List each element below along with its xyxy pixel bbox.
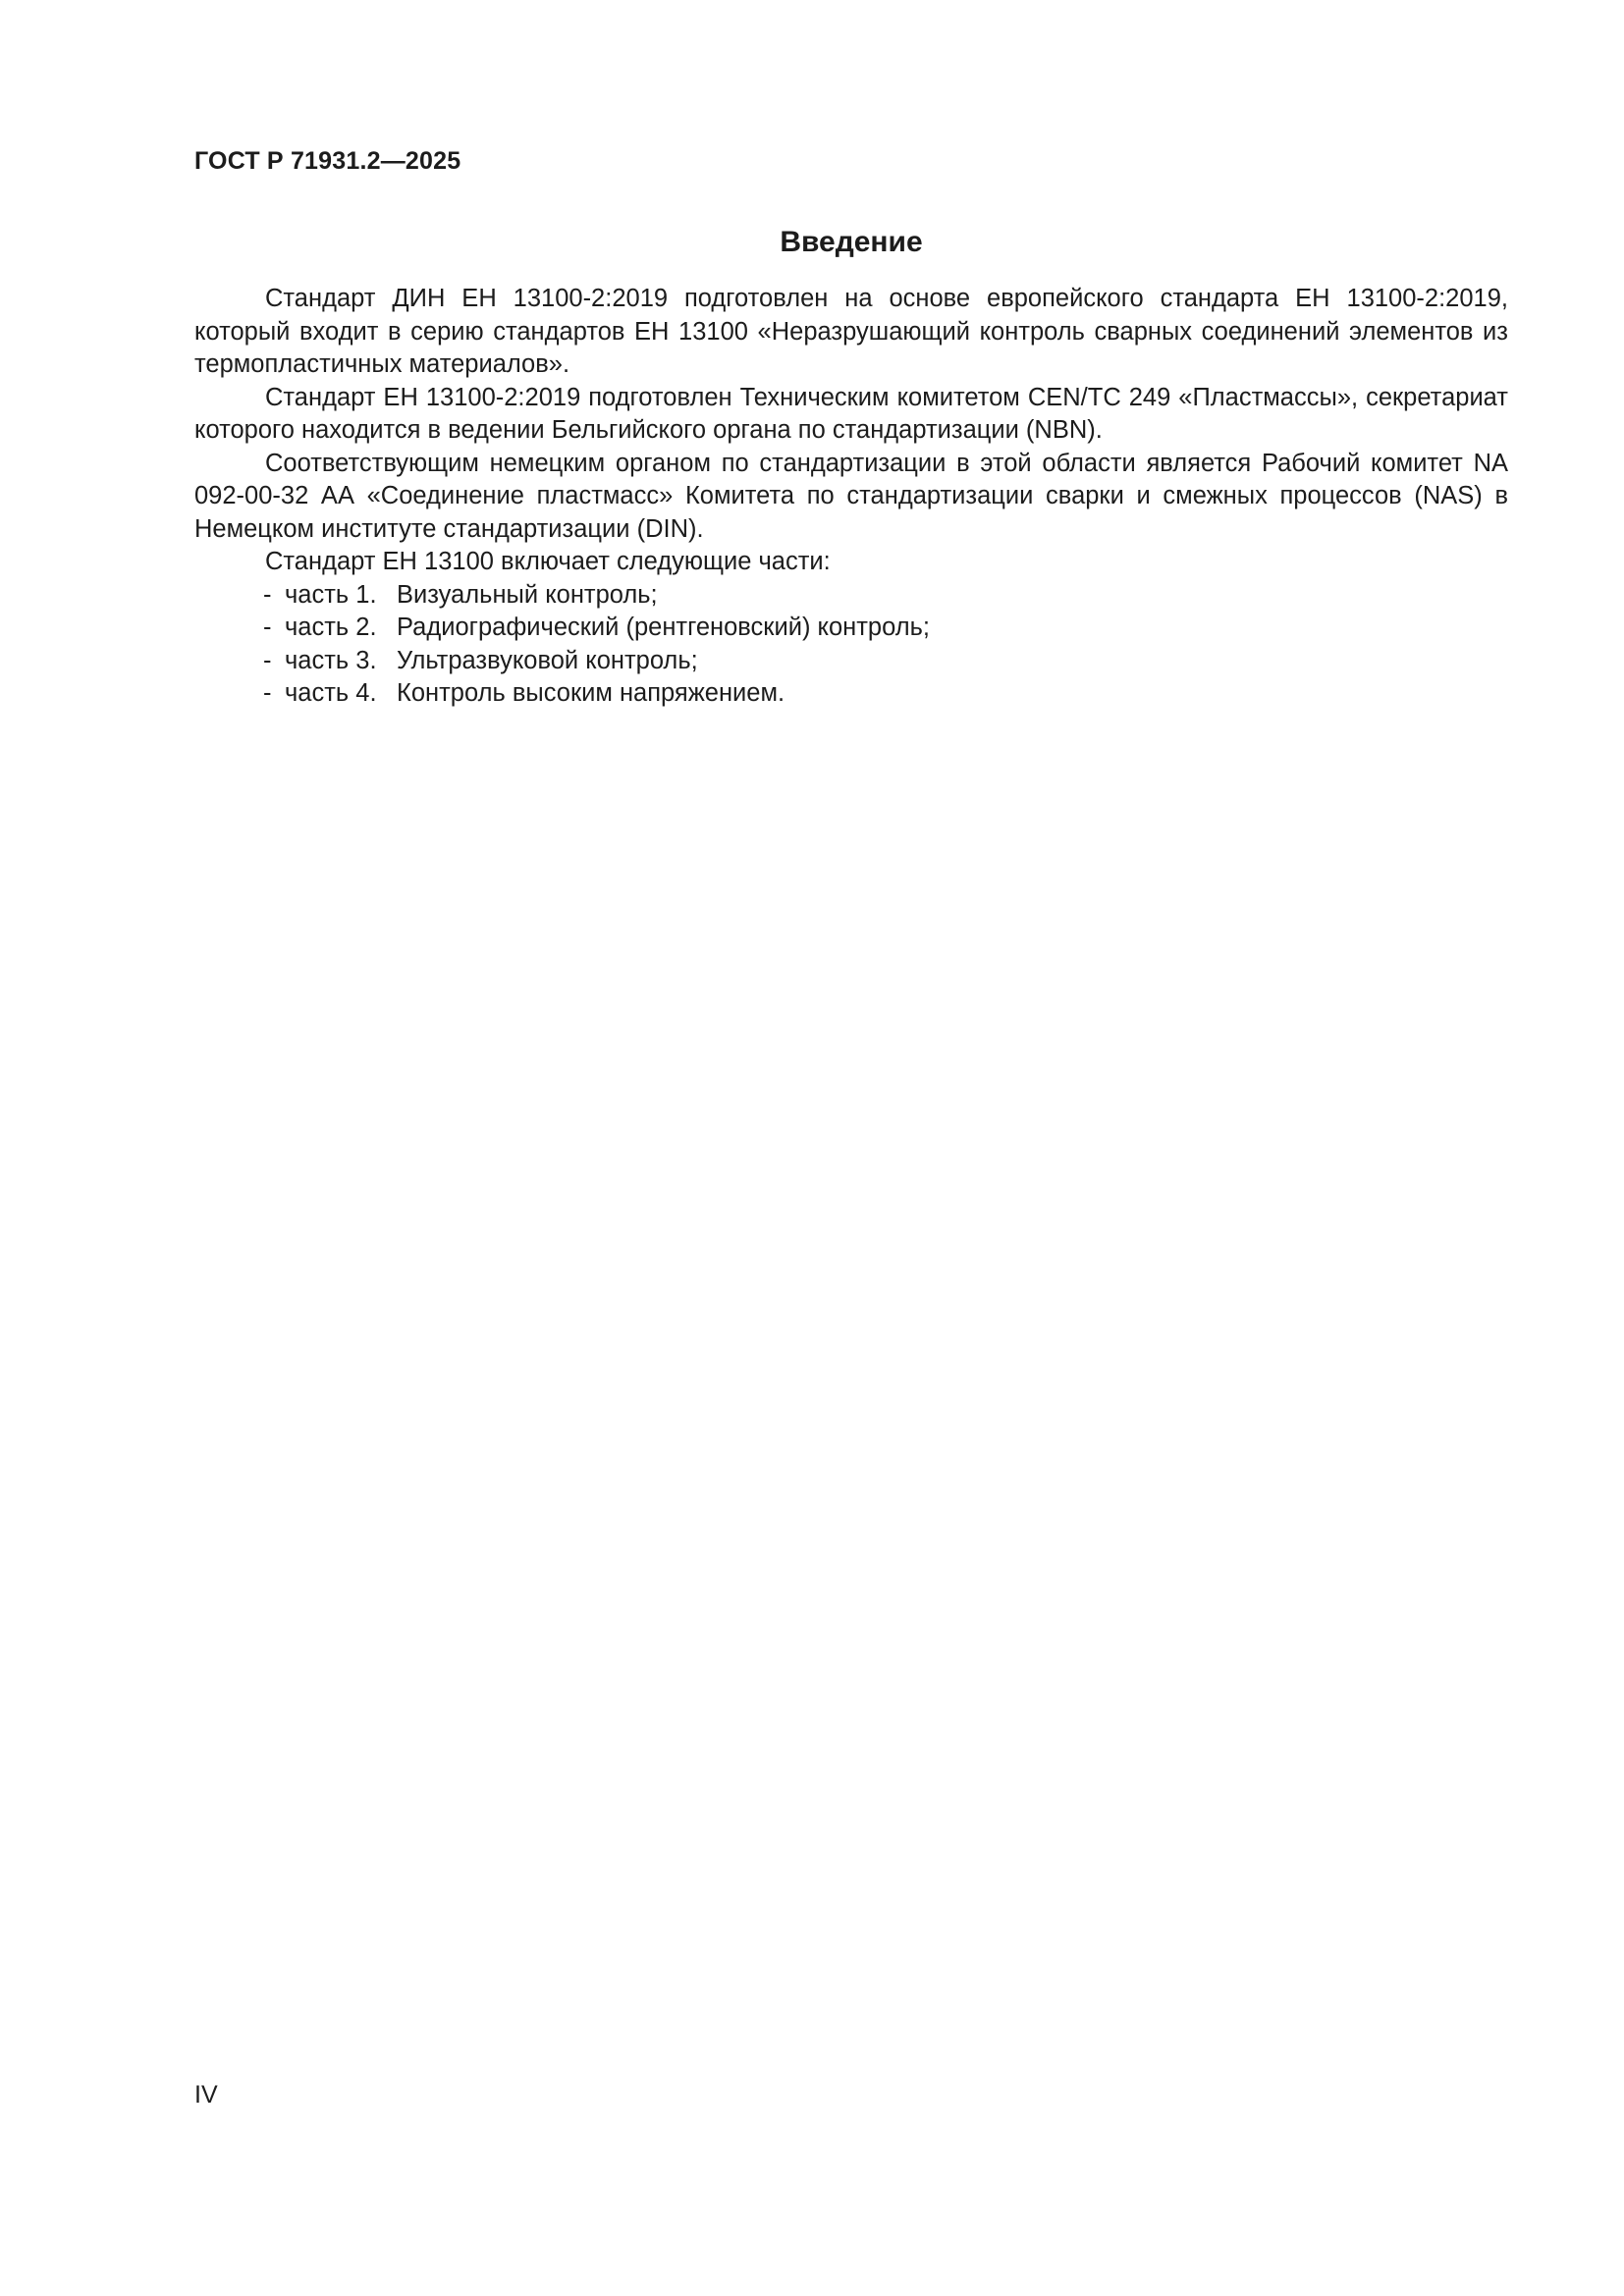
- paragraph-3: Соответствующим немецким органом по стандартизации в этой области является Рабочий комитет NA 092-00-32 АА «Соединение пластмасс» Комитета по стандартизации сварки и смежных процессов (NAS) в Немецком институте стандартизации (DIN).: [194, 449, 1508, 543]
- list-item: [263, 579, 1508, 613]
- part-number: часть 4.: [285, 679, 377, 707]
- page-number: IV: [194, 2081, 218, 2109]
- list-item: [263, 612, 1508, 645]
- list-item: [263, 677, 1508, 711]
- part-title: Визуальный контроль;: [397, 580, 658, 609]
- part-number: часть 3.: [285, 646, 377, 674]
- list-dash: -: [263, 580, 272, 609]
- list-dash: -: [263, 646, 272, 674]
- introduction-body: [194, 283, 1508, 711]
- list-item: [263, 645, 1508, 678]
- list-dash: -: [263, 679, 272, 707]
- part-number: часть 2.: [285, 614, 377, 641]
- part-title: Ультразвуковой контроль;: [397, 646, 698, 674]
- list-dash: -: [263, 614, 272, 641]
- paragraph-2: Стандарт ЕН 13100-2:2019 подготовлен Техническим комитетом CEN/TC 249 «Пластмассы», секретариат которого находится в ведении Бельгийского органа по стандартизации (NBN).: [194, 383, 1508, 444]
- part-title: Радиографический (рентгеновский) контроль;: [397, 614, 930, 641]
- paragraph-1: Стандарт ДИН ЕН 13100-2:2019 подготовлен на основе европейского стандарта ЕН 13100-2:2019, который входит в серию стандартов ЕН 13100 «Неразрушающий контроль сварных соединений элементов из термопластичных материалов».: [194, 285, 1508, 378]
- part-title: Контроль высоким напряжением.: [397, 679, 785, 707]
- parts-list: [194, 579, 1508, 711]
- document-code: ГОСТ Р 71931.2—2025: [194, 147, 461, 175]
- paragraph-4: Стандарт ЕН 13100 включает следующие части:: [265, 548, 831, 575]
- section-title: Введение: [780, 226, 923, 258]
- part-number: часть 1.: [285, 580, 377, 609]
